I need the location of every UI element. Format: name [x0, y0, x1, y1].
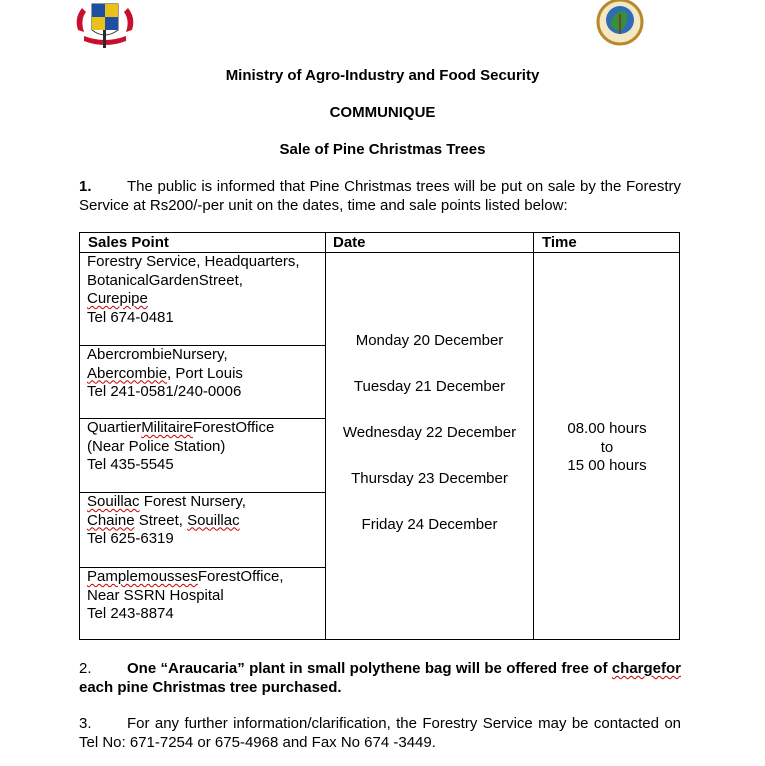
paragraph-number: 2. [79, 660, 92, 677]
sales-point-town [87, 290, 319, 309]
header-sales-point: Sales Point [88, 234, 169, 251]
name-word: Abercrombie [87, 346, 173, 363]
name-word: Office, [240, 568, 284, 585]
sales-point-address [87, 512, 319, 531]
town-word: Curepipe [87, 290, 148, 307]
date-item: Monday 20 December [355, 332, 504, 349]
address-word: Street, [134, 511, 188, 529]
ministry-globe-logo [586, 0, 654, 48]
address-word: Street, [198, 271, 243, 289]
communique-heading: COMMUNIQUE [329, 104, 436, 121]
date-item: Thursday 23 December [351, 470, 508, 487]
sales-point-address [87, 272, 319, 291]
paragraph-text: For any further information/clarification, the Forestry Service may be contacted on Tel No: 671-7254 or 675-4968 and Fax No 674 -3449. [79, 715, 681, 751]
address-word: Abercombie [87, 364, 168, 382]
name-word: Quartier [87, 419, 142, 436]
sales-point-address [87, 365, 319, 384]
name-word: Forest [192, 419, 236, 436]
name-word: Nursery, [172, 346, 228, 363]
sales-point-name [87, 419, 319, 438]
time-until: 15 00 hours [567, 457, 647, 474]
sales-point-name [87, 568, 319, 587]
date-item: Wednesday 22 December [342, 424, 517, 441]
name-word: Militaire [141, 419, 193, 436]
date-list [326, 332, 533, 562]
sales-point-cell [87, 419, 319, 475]
name-word: Forest Nursery, [139, 493, 246, 510]
header-time: Time [542, 234, 577, 251]
paragraph-text: One “Araucaria” plant in small polythene bag will be offered free of [127, 660, 608, 677]
subject-heading: Sale of Pine Christmas Trees [279, 141, 486, 158]
name-word: Office [235, 419, 275, 436]
coat-of-arms-logo [72, 0, 138, 50]
time-from: 08.00 hours [567, 420, 647, 437]
time-to: to [600, 438, 614, 456]
address-word: Souillac [187, 511, 240, 529]
date-item: Friday 24 December [361, 516, 498, 533]
sales-point-cell [87, 346, 319, 402]
address-word: Garden [148, 271, 199, 289]
paragraph-text: chargefor [611, 660, 681, 677]
sales-point-cell [87, 253, 319, 327]
sales-point-cell [87, 493, 319, 549]
address-word: Botanical [87, 271, 149, 289]
paragraph-2 [79, 660, 681, 697]
paragraph-3 [79, 715, 681, 752]
paragraph-text: each pine Christmas tree purchased. [79, 678, 342, 696]
address-word: , Port Louis [167, 364, 243, 382]
sales-point-tel: Tel 241-0581/240-0006 [87, 383, 242, 400]
address-word: Chaine [87, 511, 135, 529]
name-word: Forest [197, 568, 241, 585]
paragraph-number: 3. [79, 715, 92, 732]
sales-point-tel: Tel 674-0481 [87, 308, 174, 326]
sales-table [79, 232, 680, 640]
header-date: Date [333, 234, 366, 251]
name-word: Pamplemousses [87, 568, 198, 585]
sales-point-address: (Near Police Station) [87, 437, 226, 455]
ministry-title: Ministry of Agro-Industry and Food Security [225, 67, 540, 84]
paragraph-number: 1. [79, 178, 92, 195]
sales-point-name: Forestry Service, Headquarters, [87, 253, 300, 270]
sales-point-tel: Tel 435-5545 [87, 456, 174, 473]
paragraph-1 [79, 178, 681, 215]
sales-point-tel: Tel 625-6319 [87, 530, 174, 547]
sales-point-cell [87, 568, 319, 624]
sales-point-name [87, 493, 319, 512]
sales-point-name [87, 346, 319, 365]
sales-point-address: Near SSRN Hospital [87, 586, 224, 604]
name-word: Souillac [87, 493, 140, 510]
paragraph-text: The public is informed that Pine Christmas trees will be put on sale by the Forestry Service at Rs200/-per unit on the dates, time and sale points listed below: [79, 178, 681, 214]
time-range [534, 420, 680, 476]
date-item: Tuesday 21 December [353, 378, 506, 395]
sales-point-tel: Tel 243-8874 [87, 605, 174, 622]
